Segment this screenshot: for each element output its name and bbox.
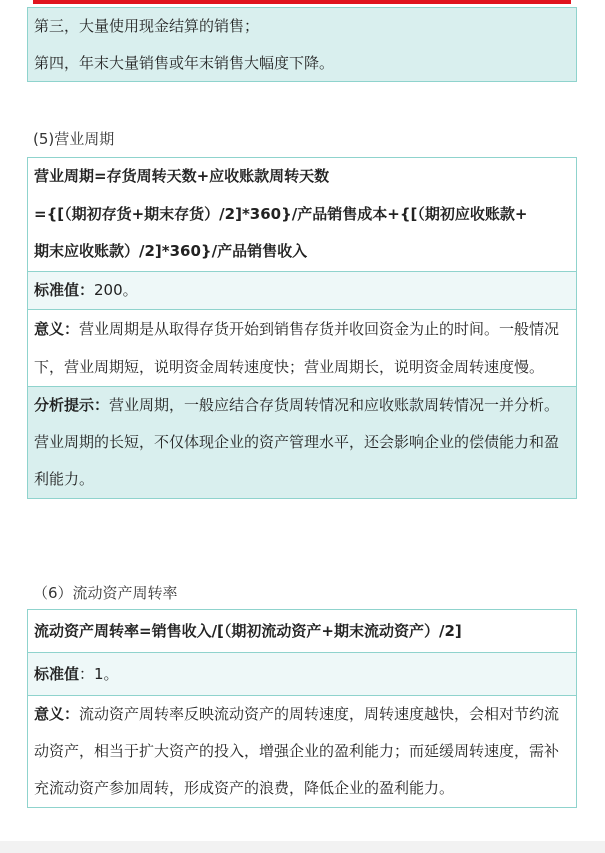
analysis-text: 营业周期，一般应结合存货周转情况和应收账款周转情况一并分析。营业周期的长短，不仅体现企业的资产管理水平，还会影响企业的偿债能力和盈利能力。 — [34, 396, 560, 488]
meaning-row — [28, 309, 576, 386]
meaning-label: 意义： — [34, 320, 80, 338]
standard-value: ：1。 — [79, 665, 119, 683]
intro-box — [27, 7, 577, 82]
meaning-row — [28, 695, 576, 807]
formula-row — [28, 158, 576, 271]
meaning-text: 流动资产周转率反映流动资产的周转速度，周转速度越快，会相对节约流动资产，相当于扩大资产的投入，增强企业的盈利能力；而延缓周转速度，需补充流动资产参加周转，形成资产的浪费，降低企业的盈利能力。 — [34, 705, 560, 797]
section-title-operating-cycle: (5)营业周期 — [33, 130, 115, 148]
analysis-row — [28, 386, 576, 498]
intro-line: 第四，年末大量销售或年末销售大幅度下降。 — [34, 54, 335, 72]
standard-value: 200。 — [94, 280, 138, 299]
formula-line: 营业周期=存货周转天数+应收账款周转天数 — [34, 167, 330, 185]
red-divider — [33, 0, 571, 4]
standard-label: 标准值： — [34, 280, 95, 299]
bottom-bar — [0, 841, 605, 853]
standard-label: 标准值 — [34, 665, 80, 683]
standard-row — [28, 271, 576, 310]
standard-row — [28, 652, 576, 695]
formula: 流动资产周转率=销售收入/[（期初流动资产+期末流动资产）/2] — [34, 622, 462, 640]
section-title-current-asset-turnover: （6）流动资产周转率 — [33, 584, 178, 602]
operating-cycle-table — [27, 157, 577, 499]
intro-line: 第三，大量使用现金结算的销售； — [34, 17, 260, 35]
current-asset-turnover-table — [27, 609, 577, 808]
meaning-text: 营业周期是从取得存货开始到销售存货并收回资金为止的时间。一般情况下，营业周期短，说明资金周转速度快；营业周期长，说明资金周转速度慢。 — [34, 320, 560, 376]
formula-line: 期末应收账款）/2]*360}/产品销售收入 — [34, 242, 308, 260]
formula-row — [28, 610, 576, 652]
formula-line: ={[（期初存货+期末存货）/2]*360}/产品销售成本+{[（期初应收账款+ — [34, 204, 528, 223]
analysis-label: 分析提示： — [34, 396, 110, 414]
meaning-label: 意义： — [34, 705, 80, 723]
